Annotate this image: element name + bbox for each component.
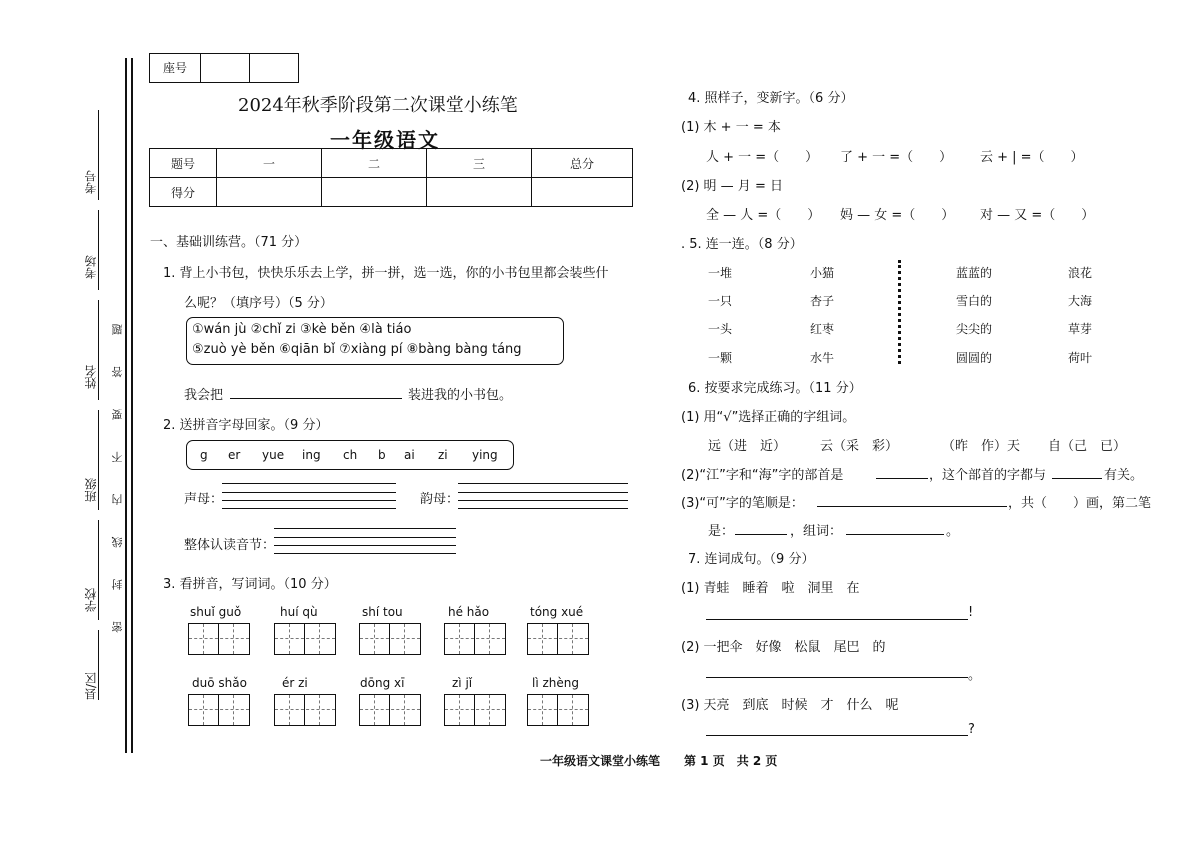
letter-item: b <box>378 448 386 462</box>
q6-blank-word[interactable] <box>846 534 944 535</box>
score-cell[interactable] <box>217 178 322 207</box>
margin-label-xingming: 姓名 <box>84 365 98 389</box>
tianzige-grid[interactable] <box>527 623 589 655</box>
score-table <box>149 148 633 207</box>
match-item: 一堆 <box>708 266 733 280</box>
q4-example-1: (1) 木 + 一 = 本 <box>681 120 781 135</box>
match-item: 荷叶 <box>1068 351 1093 365</box>
section-heading: 一、基础训练营。（71 分） <box>150 235 308 250</box>
letter-item: yue <box>262 448 285 462</box>
margin-blank-kaohao <box>98 110 99 200</box>
margin-label-kaochang: 考场 <box>84 255 98 279</box>
q6-choice[interactable]: （昨 作）天 <box>942 439 1021 454</box>
margin-blank-kaochang <box>98 210 99 290</box>
margin-line-right <box>131 58 133 753</box>
q7-sentence-1: (1) 青蛙 睡着 啦 洞里 在 <box>681 581 860 596</box>
match-item: 浪花 <box>1068 266 1093 280</box>
pinyin-prompt: ér zi <box>282 676 308 690</box>
margin-blank-banji <box>98 410 99 510</box>
question-2-title: 2. 送拼音字母回家。（9 分） <box>163 418 329 433</box>
pinyin-prompt: dōng xī <box>360 676 405 690</box>
q7-end-2: 。 <box>968 668 982 683</box>
q4-item: 了 + 一 =（ ） <box>840 150 953 165</box>
zhengti-writing-lines[interactable] <box>274 528 456 554</box>
q6-part3-c: 是： <box>708 524 735 539</box>
q4-item: 对 — 又 =（ ） <box>980 208 1095 223</box>
page-subtitle: 一年级语文 <box>330 128 440 152</box>
match-item: 一只 <box>708 294 733 308</box>
pinyin-prompt: lì zhèng <box>532 676 579 690</box>
q6-part3-a: (3)“可”字的笔顺是： <box>681 496 804 511</box>
score-header-cell: 三 <box>427 149 532 178</box>
q7-sentence-2: (2) 一把伞 好像 松鼠 尾巴 的 <box>681 640 886 655</box>
letter-item: ing <box>302 448 321 462</box>
q6-part2-c: 有关。 <box>1104 468 1144 483</box>
q6-choice[interactable]: 自（己 已） <box>1048 439 1127 454</box>
question-1-line1: 1. 背上小书包，快快乐乐去上学，拼一拼，选一选，你的小书包里都会装些什 <box>163 266 609 281</box>
pinyin-options-row1: ①wán jù ②chǐ zi ③kè běn ④là tiáo <box>192 322 412 337</box>
zhengti-label: 整体认读音节： <box>184 538 276 553</box>
match-item: 大海 <box>1068 294 1093 308</box>
q4-item: 人 + 一 =（ ） <box>706 150 819 165</box>
letter-item: ying <box>472 448 498 462</box>
pinyin-prompt: tóng xué <box>530 605 584 619</box>
pinyin-prompt: huí qù <box>280 605 318 619</box>
answer-prefix: 我会把 <box>184 388 224 403</box>
q7-end-1: ! <box>968 605 974 620</box>
score-header-cell: 二 <box>322 149 427 178</box>
question-3-title: 3. 看拼音，写词词。（10 分） <box>163 577 337 592</box>
score-cell[interactable] <box>427 178 532 207</box>
pinyin-prompt: shí tou <box>362 605 403 619</box>
tianzige-grid[interactable] <box>274 623 336 655</box>
margin-label-xianqu: 县/区 <box>84 672 98 701</box>
question-7-title: 7. 连词成句。（9 分） <box>688 552 815 567</box>
pinyin-prompt: duō shǎo <box>192 676 247 690</box>
q6-blank-relation[interactable] <box>1052 478 1102 479</box>
match-item: 一头 <box>708 322 733 336</box>
question-4-title: 4. 照样子，变新字。（6 分） <box>688 91 854 106</box>
match-item: 雪白的 <box>956 294 993 308</box>
q7-sentence-3: (3) 天亮 到底 时候 才 什么 呢 <box>681 698 899 713</box>
q6-part1: (1) 用“√”选择正确的字组词。 <box>681 410 856 425</box>
match-item: 尖尖的 <box>956 322 993 336</box>
q6-part3-e: 。 <box>946 524 960 539</box>
q6-choice[interactable]: 云（采 彩） <box>820 439 899 454</box>
pinyin-prompt: zì jǐ <box>452 676 473 690</box>
tianzige-grid[interactable] <box>188 623 250 655</box>
letter-item: g <box>200 448 208 462</box>
page-title: 2024年秋季阶段第二次课堂小练笔 <box>238 95 518 116</box>
q7-end-3: ? <box>968 722 975 737</box>
yunmu-label: 韵母： <box>420 492 460 507</box>
seat-number-box <box>149 53 299 83</box>
q6-part2-a: (2)“江”字和“海”字的部首是 <box>681 468 844 483</box>
score-row-label: 得分 <box>150 178 217 207</box>
margin-label-xuexiao: 学校 <box>84 588 98 612</box>
pinyin-options-row2: ⑤zuò yè běn ⑥qiān bǐ ⑦xiàng pí ⑧bàng bàng táng <box>192 342 522 357</box>
letter-item: zi <box>438 448 448 462</box>
margin-seal-notice: 密 封 线 内 不 要 答 题 <box>111 310 124 633</box>
score-header-cell: 题号 <box>150 149 217 178</box>
match-item: 圆圆的 <box>956 351 993 365</box>
tianzige-grid[interactable] <box>274 694 336 726</box>
q6-part2-b: ，这个部首的字都与 <box>929 468 1047 483</box>
seat-label: 座号 <box>150 54 201 82</box>
seat-cell[interactable] <box>201 54 250 82</box>
q6-part3-d: ，组词： <box>790 524 843 539</box>
match-item: 小猫 <box>810 266 835 280</box>
q6-blank-radical[interactable] <box>876 478 928 479</box>
score-cell[interactable] <box>322 178 427 207</box>
q6-blank-stroke-order[interactable] <box>817 506 1007 507</box>
question-6-title: 6. 按要求完成练习。（11 分） <box>688 381 862 396</box>
q4-item: 妈 — 女 =（ ） <box>840 208 955 223</box>
answer-suffix: 装进我的小书包。 <box>408 388 513 403</box>
letter-item: ch <box>343 448 358 462</box>
match-item: 草芽 <box>1068 322 1093 336</box>
q7-answer-line-2[interactable] <box>706 677 968 678</box>
score-cell[interactable] <box>532 178 633 207</box>
match-item: 红枣 <box>810 322 835 336</box>
margin-label-kaohao: 考号 <box>84 170 98 194</box>
tianzige-grid[interactable] <box>188 694 250 726</box>
page-footer: 一年级语文课堂小练笔 第 1 页 共 2 页 <box>540 754 778 768</box>
q6-choice[interactable]: 远（进 近） <box>708 439 787 454</box>
tianzige-grid[interactable] <box>527 694 589 726</box>
match-divider <box>898 260 901 364</box>
seat-cell[interactable] <box>250 54 298 82</box>
q6-blank-second-stroke[interactable] <box>735 534 787 535</box>
shengmu-label: 声母： <box>184 492 224 507</box>
q4-example-2: (2) 明 — 月 = 日 <box>681 179 783 194</box>
letter-item: er <box>228 448 241 462</box>
letter-item: ai <box>404 448 415 462</box>
q4-item: 云 + | =（ ） <box>980 150 1084 165</box>
q7-answer-line-3[interactable] <box>706 735 968 736</box>
question-5-title: . 5. 连一连。（8 分） <box>681 237 803 252</box>
tianzige-grid[interactable] <box>359 694 421 726</box>
question-1-line2: 么呢？（填序号）（5 分） <box>184 296 333 311</box>
match-item: 一颗 <box>708 351 733 365</box>
q6-part3-b: ，共（ ）画，第二笔 <box>1008 496 1152 511</box>
margin-label-banji: 班级 <box>84 478 98 502</box>
tianzige-grid[interactable] <box>444 623 506 655</box>
margin-blank-xingming <box>98 300 99 400</box>
match-item: 杏子 <box>810 294 835 308</box>
shengmu-writing-lines[interactable] <box>222 483 396 509</box>
answer-blank[interactable] <box>230 398 402 399</box>
pinyin-prompt: hé hǎo <box>448 605 490 619</box>
pinyin-prompt: shuǐ guǒ <box>190 605 242 619</box>
margin-blank-xuexiao <box>98 520 99 620</box>
score-header-cell: 一 <box>217 149 322 178</box>
match-item: 蓝蓝的 <box>956 266 993 280</box>
margin-blank-xianqu <box>98 630 99 700</box>
yunmu-writing-lines[interactable] <box>458 483 628 509</box>
tianzige-grid[interactable] <box>359 623 421 655</box>
tianzige-grid[interactable] <box>444 694 506 726</box>
match-item: 水牛 <box>810 351 835 365</box>
q7-answer-line-1[interactable] <box>706 619 968 620</box>
score-header-cell: 总分 <box>532 149 633 178</box>
q4-item: 全 — 人 =（ ） <box>706 208 821 223</box>
